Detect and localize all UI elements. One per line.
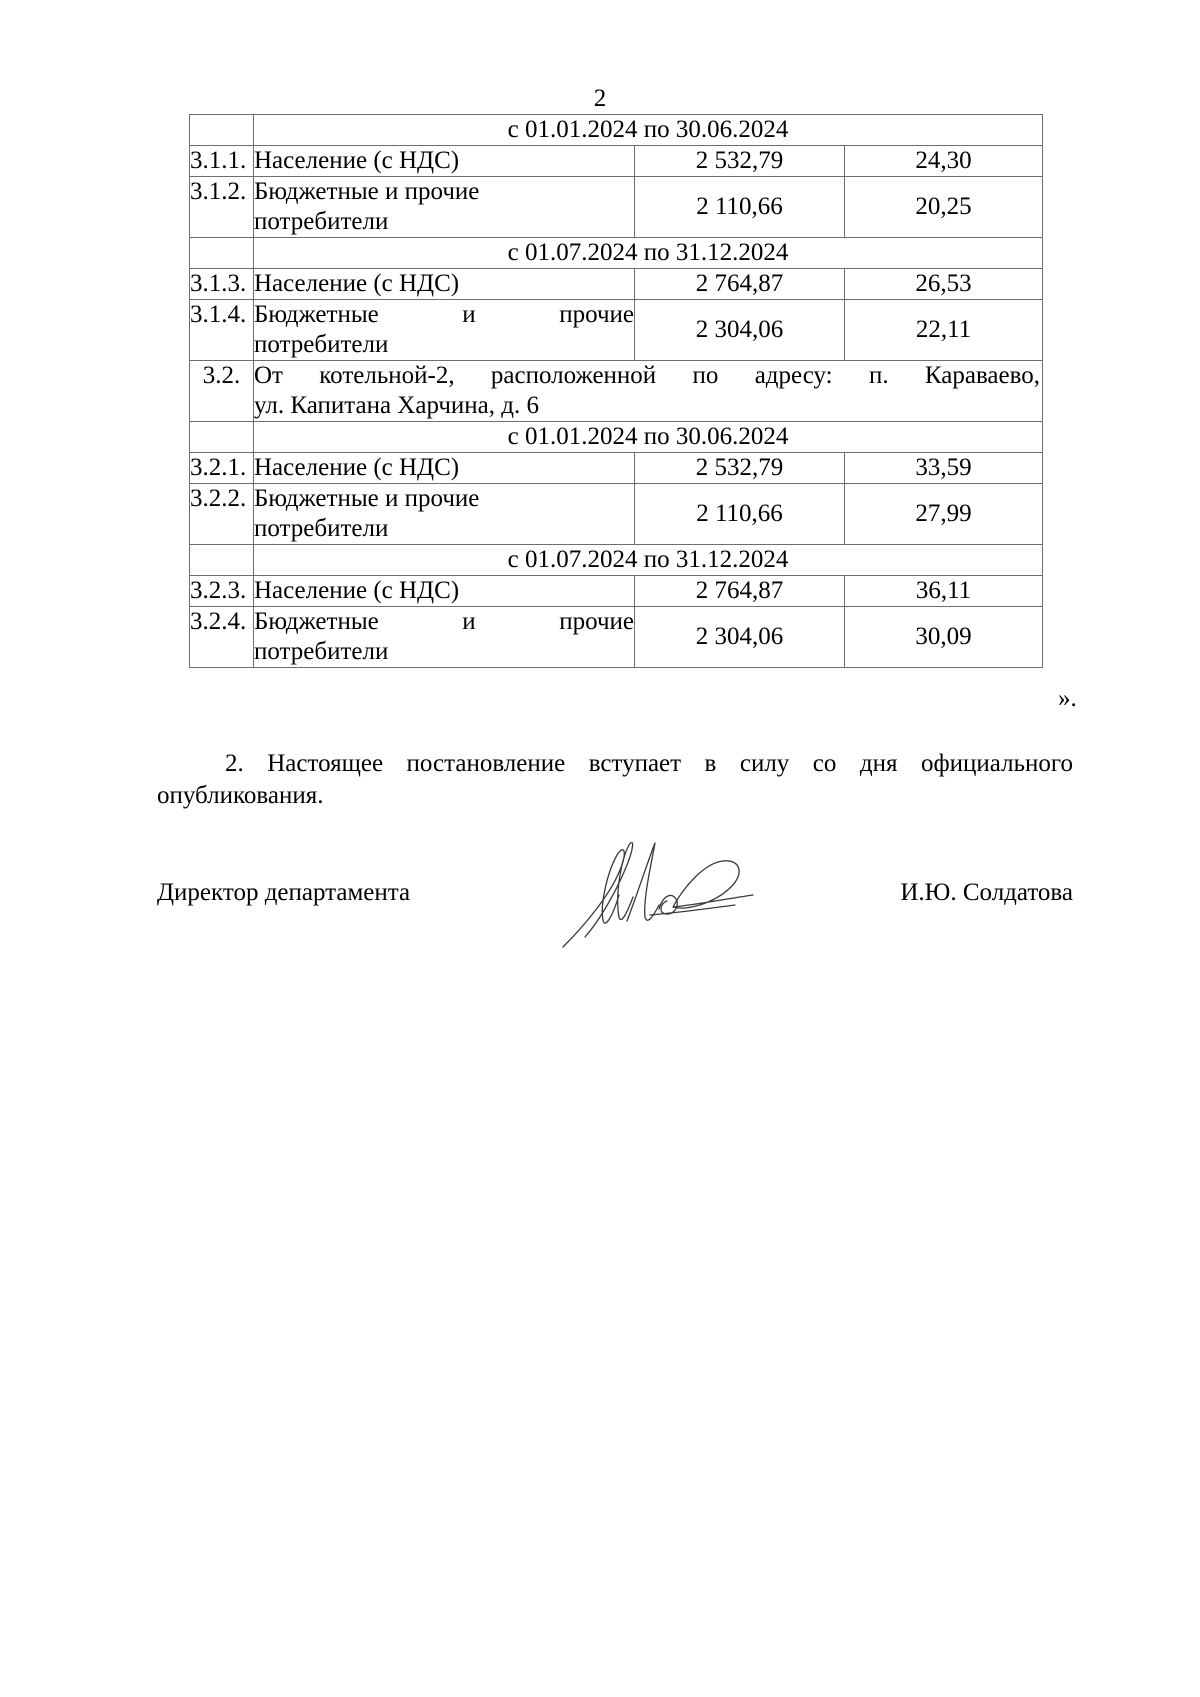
price-cell: 2 764,87 xyxy=(635,576,845,607)
consumer-name-cell xyxy=(254,269,635,300)
period-cell: с 01.07.2024 по 31.12.2024 xyxy=(254,545,1043,576)
closing-quote: ». xyxy=(1058,685,1077,712)
value-cell: 27,99 xyxy=(845,484,1043,545)
table-row-item xyxy=(190,576,1043,607)
price-cell: 2 532,79 xyxy=(635,453,845,484)
consumer-name-cell xyxy=(254,484,635,545)
price-cell: 2 110,66 xyxy=(635,177,845,238)
item-number-cell: 3.2.4. xyxy=(190,607,254,668)
consumer-name-line: потребители xyxy=(254,208,389,235)
table-row-period xyxy=(190,422,1043,453)
page-number: 2 xyxy=(593,85,607,112)
consumer-name-cell xyxy=(254,607,635,668)
consumer-name-cell xyxy=(254,453,635,484)
consumer-name-line: потребители xyxy=(254,638,389,665)
item-number-cell: 3.2.3. xyxy=(190,576,254,607)
value-cell: 30,09 xyxy=(845,607,1043,668)
table-row-period xyxy=(190,115,1043,146)
signature-image xyxy=(555,825,775,955)
table-row-period xyxy=(190,238,1043,269)
tariff-table-body xyxy=(190,115,1043,668)
item-number-cell: 3.2.2. xyxy=(190,484,254,545)
consumer-name-line: Население (с НДС) xyxy=(254,270,460,297)
consumer-name-line: Бюджетные и прочие xyxy=(254,608,634,635)
table-row-item xyxy=(190,484,1043,545)
empty-cell xyxy=(190,545,254,576)
period-cell: с 01.07.2024 по 31.12.2024 xyxy=(254,238,1043,269)
period-cell: с 01.01.2024 по 30.06.2024 xyxy=(254,422,1043,453)
consumer-name-line: Бюджетные и прочие xyxy=(254,178,480,205)
section-title-line: ул. Капитана Харчина, д. 6 xyxy=(254,392,539,419)
consumer-name-line: Бюджетные и прочие xyxy=(254,301,634,328)
signer-position: Директор департамента xyxy=(157,879,411,906)
table-row-item xyxy=(190,269,1043,300)
section-title-cell xyxy=(254,361,1043,422)
section-title-line: От котельной-2, расположенной по адресу: п. Караваево, xyxy=(254,362,1040,389)
price-cell: 2 304,06 xyxy=(635,607,845,668)
empty-cell xyxy=(190,238,254,269)
value-cell: 33,59 xyxy=(845,453,1043,484)
item-number-cell: 3.1.2. xyxy=(190,177,254,238)
empty-cell xyxy=(190,422,254,453)
price-cell: 2 532,79 xyxy=(635,146,845,177)
signer-name: И.Ю. Солдатова xyxy=(900,879,1073,906)
section-number-cell: 3.2. xyxy=(190,361,254,422)
table-row-item xyxy=(190,607,1043,668)
consumer-name-line: потребители xyxy=(254,515,389,542)
item-number-cell: 3.1.4. xyxy=(190,300,254,361)
consumer-name-line: Население (с НДС) xyxy=(254,147,460,174)
consumer-name-line: Население (с НДС) xyxy=(254,577,460,604)
value-cell: 36,11 xyxy=(845,576,1043,607)
table-row-period xyxy=(190,545,1043,576)
table-row-item xyxy=(190,146,1043,177)
value-cell: 26,53 xyxy=(845,269,1043,300)
value-cell: 22,11 xyxy=(845,300,1043,361)
consumer-name-line: Бюджетные и прочие xyxy=(254,485,480,512)
value-cell: 24,30 xyxy=(845,146,1043,177)
table-row-item xyxy=(190,453,1043,484)
period-cell: с 01.01.2024 по 30.06.2024 xyxy=(254,115,1043,146)
consumer-name-line: Население (с НДС) xyxy=(254,454,460,481)
table-row-section xyxy=(190,361,1043,422)
value-cell: 20,25 xyxy=(845,177,1043,238)
item-number-cell: 3.1.3. xyxy=(190,269,254,300)
price-cell: 2 110,66 xyxy=(635,484,845,545)
consumer-name-cell xyxy=(254,146,635,177)
tariff-table xyxy=(189,114,1043,668)
price-cell: 2 764,87 xyxy=(635,269,845,300)
item-number-cell: 3.2.1. xyxy=(190,453,254,484)
table-row-item xyxy=(190,177,1043,238)
consumer-name-cell xyxy=(254,300,635,361)
consumer-name-cell xyxy=(254,177,635,238)
empty-cell xyxy=(190,115,254,146)
consumer-name-line: потребители xyxy=(254,331,389,358)
price-cell: 2 304,06 xyxy=(635,300,845,361)
table-row-item xyxy=(190,300,1043,361)
item-number-cell: 3.1.1. xyxy=(190,146,254,177)
effective-date-paragraph: 2. Настоящее постановление вступает в силу со дня официального опубликования. xyxy=(157,750,1073,809)
consumer-name-cell xyxy=(254,576,635,607)
